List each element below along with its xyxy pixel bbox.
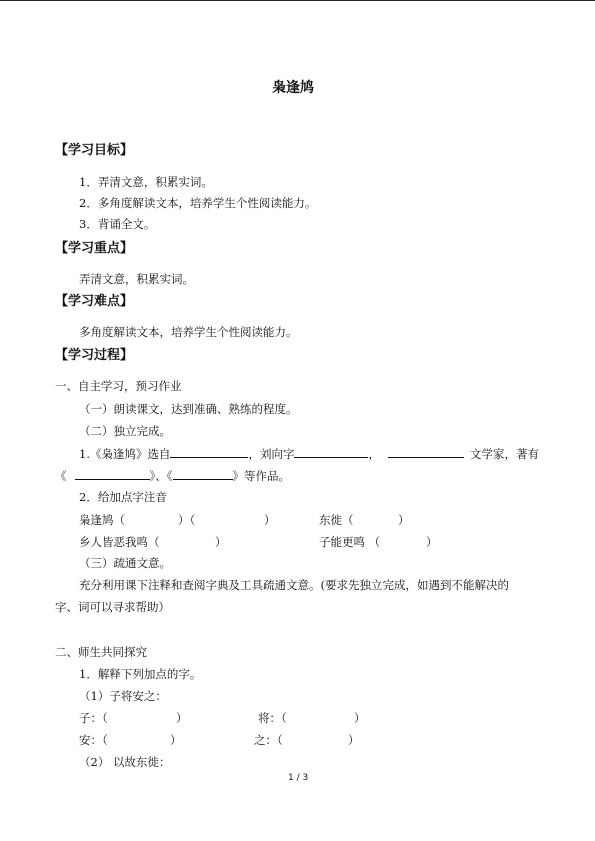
q1-text-b: ，刘向字 xyxy=(248,447,295,461)
tip-line-2: 字、词可以寻求帮助） xyxy=(55,600,170,614)
term-jiang-end: ） xyxy=(354,711,366,725)
term-an: 安：（ xyxy=(79,733,108,747)
term-zhi: 之：（ xyxy=(254,733,283,747)
part1-sub3: （三）疏通文意。 xyxy=(79,556,171,570)
q1-text-e: 《 xyxy=(55,469,67,483)
pinyin-word-1-end: ） xyxy=(264,513,276,527)
pinyin-word-2: 东徙（ xyxy=(319,513,354,527)
page-title: 枭逢鸠 xyxy=(272,80,314,96)
goal-item-2: 2．多角度解读文本，培养学生个性阅读能力。 xyxy=(79,196,317,210)
pinyin-word-3: 乡人皆恶我鸣（ xyxy=(79,535,160,549)
goal-item-3: 3．背诵全文。 xyxy=(79,217,156,231)
blank-courtesy-name[interactable] xyxy=(294,446,368,458)
part1-sub2: （二）独立完成。 xyxy=(79,424,171,438)
top-border xyxy=(0,0,595,1)
tip-line-1: 充分利用课下注释和查阅字典及工具疏通文意。(要求先独立完成，如遇到不能解决的 xyxy=(79,578,509,592)
q1-text-a: 1.《枭逢鸠》选自 xyxy=(79,447,171,461)
term-zi-end: ） xyxy=(176,711,188,725)
term-jiang: 将：（ xyxy=(258,711,287,725)
term-zhi-end: ） xyxy=(348,733,360,747)
heading-difficulty: 【学习难点】 xyxy=(55,294,134,309)
key-point-text: 弄清文意，积累实词。 xyxy=(79,272,194,286)
term-zi: 子：（ xyxy=(79,711,108,725)
part2-q1: 1．解释下列加点的字。 xyxy=(79,667,202,681)
pinyin-word-2-end: ） xyxy=(398,513,410,527)
q1-text-g: 》等作品。 xyxy=(232,469,290,483)
pinyin-word-3-end: ） xyxy=(215,535,227,549)
part2-heading: 二、师生共同探究 xyxy=(55,645,147,659)
pinyin-word-1-mid: ）（ xyxy=(178,513,196,527)
q1-text-f: 》、《 xyxy=(149,469,173,483)
part2-s1: （1）子将安之： xyxy=(79,689,167,703)
q1-text-d: 文学家，著有 xyxy=(469,447,539,461)
blank-work-2[interactable] xyxy=(173,468,233,480)
pinyin-word-1: 枭逢鸠（ xyxy=(79,513,125,527)
goal-item-1: 1．弄清文意，积累实词。 xyxy=(79,175,213,189)
heading-key-point: 【学习重点】 xyxy=(55,241,134,256)
question-2: 2．给加点字注音 xyxy=(79,490,167,504)
part1-heading: 一、自主学习，预习作业 xyxy=(55,379,182,393)
question-1-line-2 xyxy=(55,468,290,483)
blank-dynasty[interactable] xyxy=(388,446,464,458)
part2-s2: （2） 以故东徙： xyxy=(79,755,171,769)
blank-work-1[interactable] xyxy=(75,468,150,480)
pinyin-word-4: 子能更鸣 （ xyxy=(319,535,381,549)
blank-source[interactable] xyxy=(170,446,248,458)
page-number: 1 / 3 xyxy=(288,773,309,783)
term-an-end: ） xyxy=(170,733,182,747)
question-1-line-1 xyxy=(79,446,539,461)
difficulty-text: 多角度解读文本，培养学生个性阅读能力。 xyxy=(79,325,298,339)
q1-text-c: ， xyxy=(368,447,380,461)
heading-goals: 【学习目标】 xyxy=(55,143,134,158)
heading-process: 【学习过程】 xyxy=(55,348,134,363)
part1-sub1: （一）朗读课文，达到准确、熟练的程度。 xyxy=(79,402,298,416)
pinyin-word-4-end: ） xyxy=(426,535,438,549)
